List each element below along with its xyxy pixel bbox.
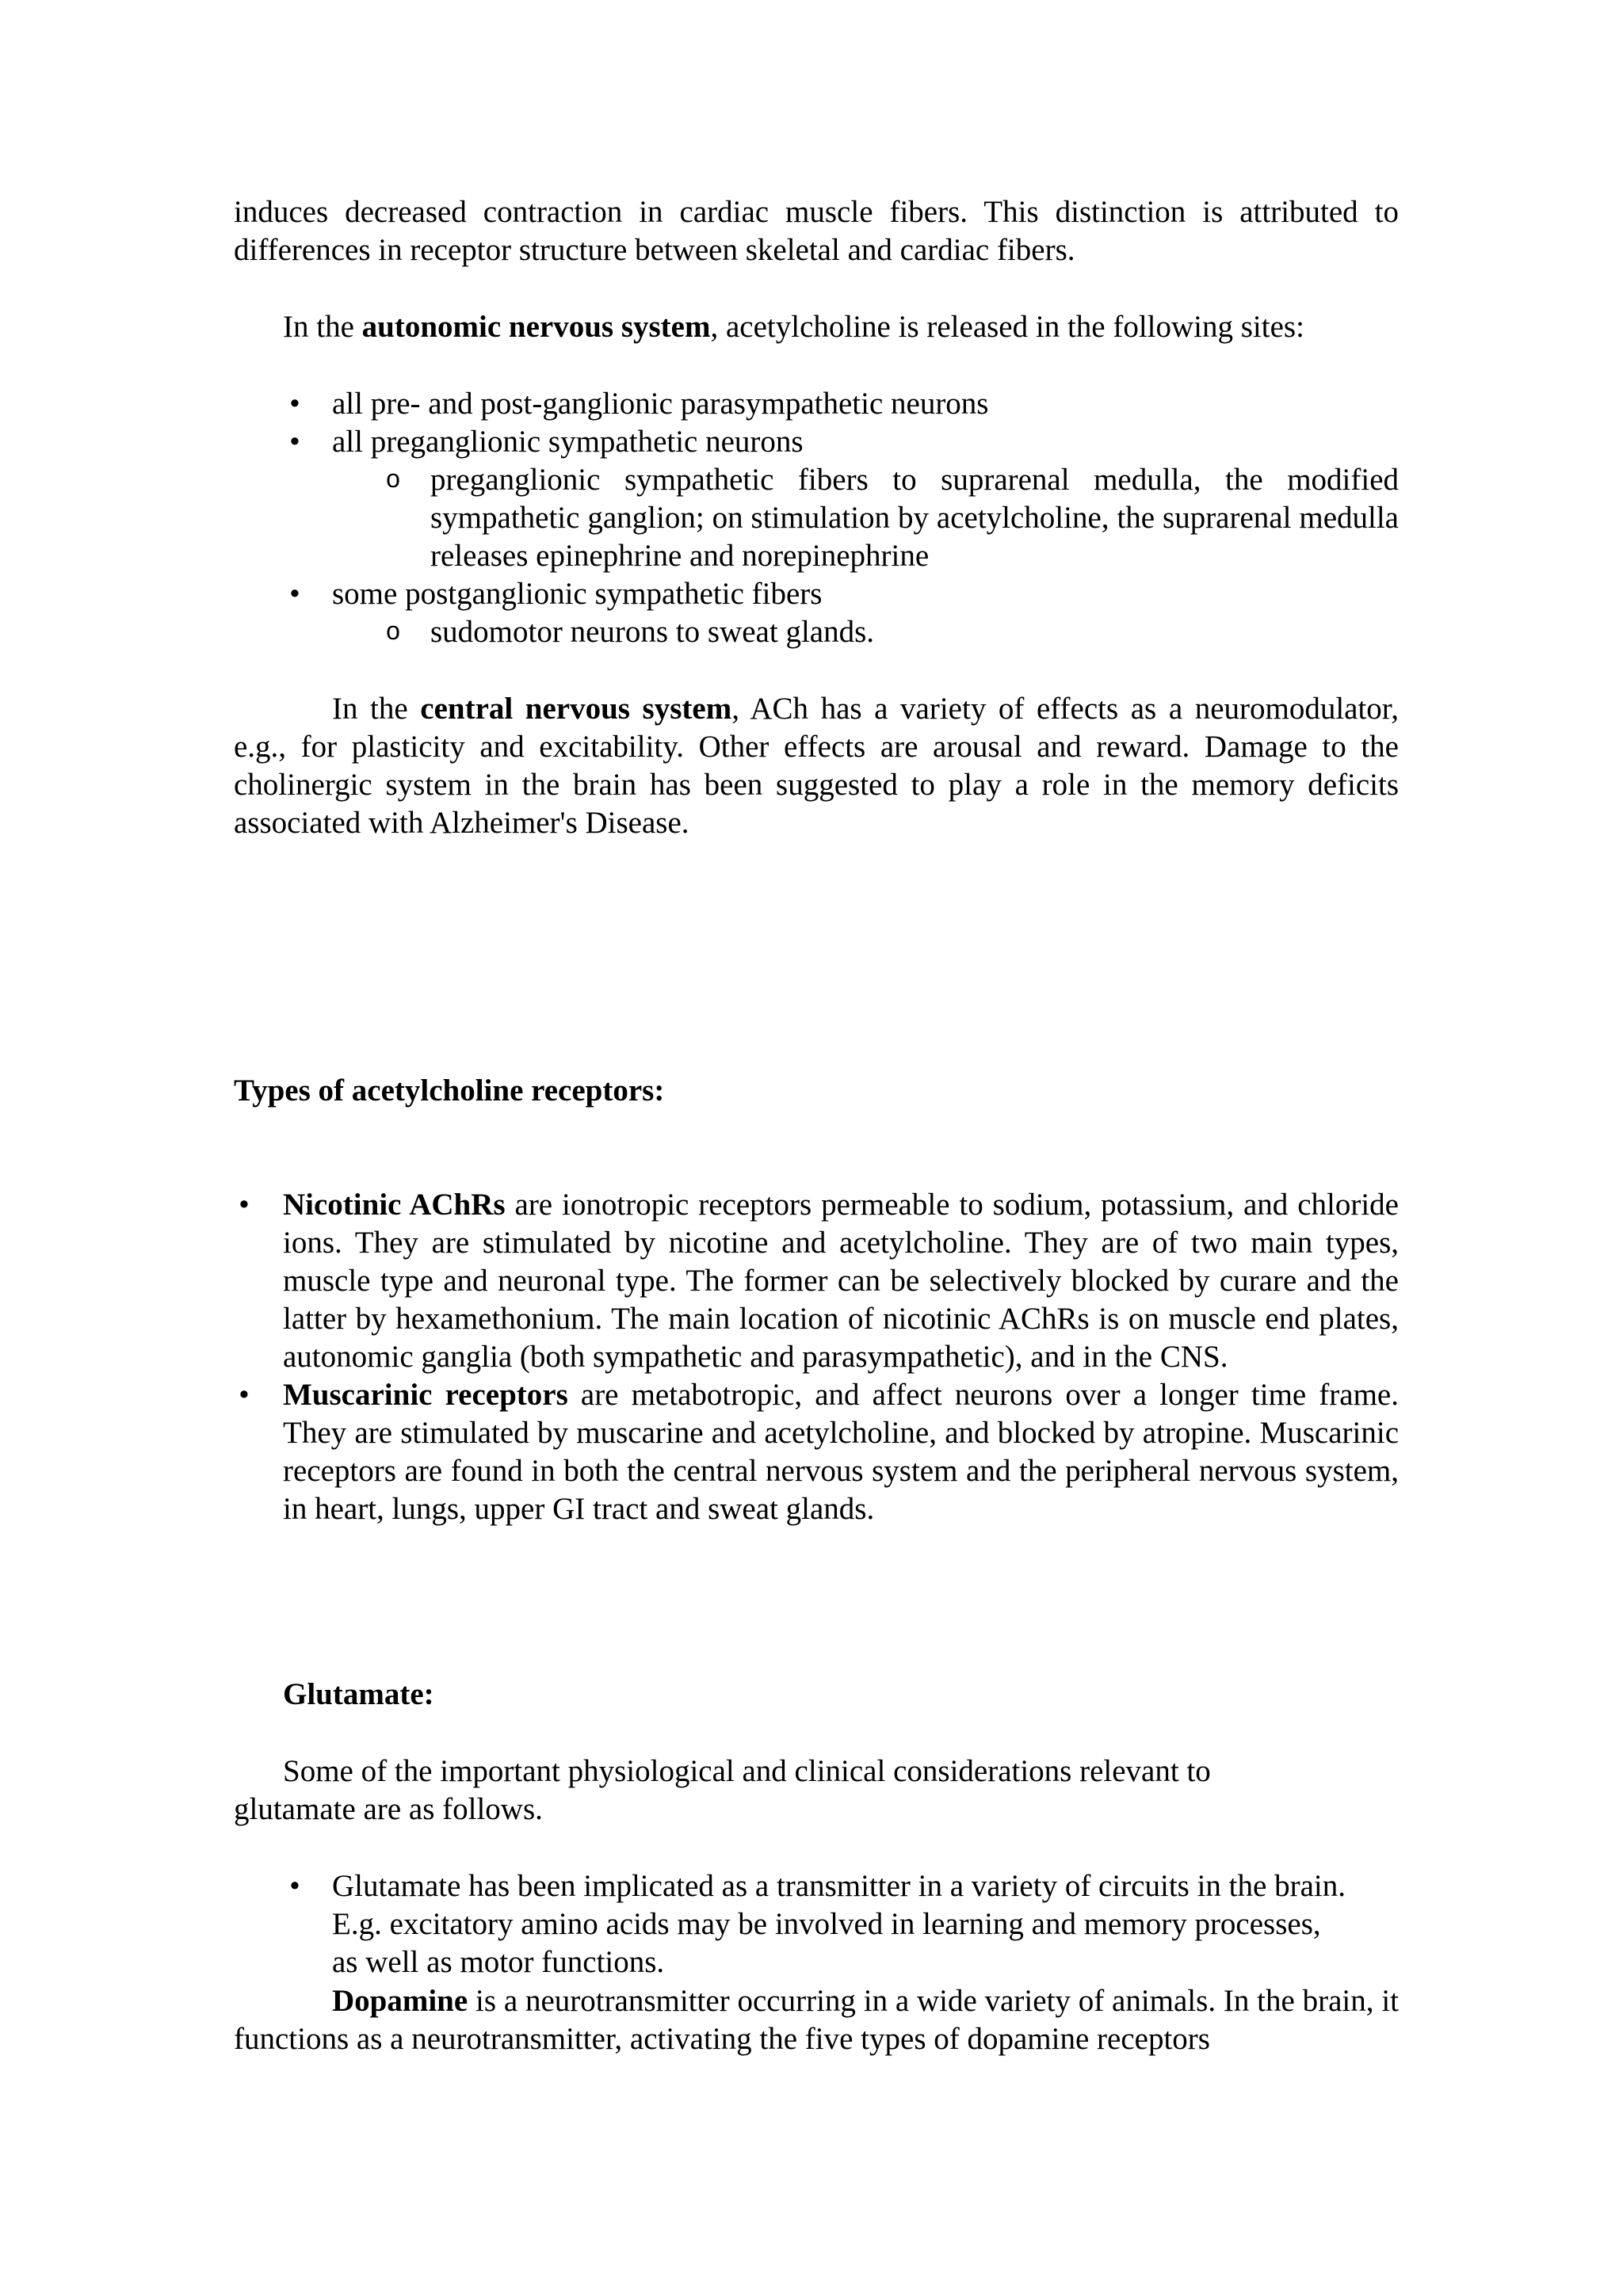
central-paragraph (234, 690, 1399, 842)
bullet-icon: • (289, 387, 300, 421)
intro-paragraph (234, 193, 1399, 269)
nicotinic-text: are ionotropic receptors permeable to sodium, potassium, and chloride ions. They are stimulated by nicotine and acetylcholine. They are of two main types, muscle type and neuronal type. The former can be selectively blocked by curare and the latter by hexamethonium. The main location of nicotinic AChRs is on muscle end plates, autonomic ganglia (both sympathetic and parasympathetic), and in the CNS. (283, 1188, 1399, 1374)
section-heading: Glutamate: (283, 1677, 434, 1711)
central-lead-pre: In the (332, 692, 421, 726)
list-item-text: all pre- and post-ganglionic parasympathetic neurons (332, 387, 989, 421)
muscarinic-label: Muscarinic receptors (283, 1378, 568, 1412)
circle-bullet-icon: o (386, 464, 400, 493)
central-lead-bold: central nervous system (420, 692, 732, 726)
list-item (289, 575, 1399, 613)
glutamate-list (289, 1867, 1346, 1981)
intro-text: induces decreased contraction in cardiac muscle fibers. This distinction is attributed to differences in receptor structure between skeletal and cardiac fibers. (234, 195, 1399, 267)
bullet-icon: • (289, 1869, 300, 1903)
autonomic-lead-bold: autonomic nervous system (361, 310, 711, 344)
list-item (289, 423, 1399, 461)
autonomic-lead-post: , acetylcholine is released in the following sites: (710, 310, 1304, 344)
central-text (234, 690, 1399, 842)
bullet-icon: • (239, 1188, 250, 1222)
glutamate-intro: Some of the important physiological and clinical considerations relevant to glutamate are as follows. (234, 1754, 1211, 1826)
list-item-text (283, 1186, 1399, 1376)
list-item (239, 1186, 1399, 1376)
muscarinic-text: are metabotropic, and affect neurons over a longer time frame. They are stimulated by muscarine and acetylcholine, and blocked by atropine. Muscarinic receptors are found in both the central nervous system and the peripheral nervous system, in heart, lungs, upper GI tract and sweat glands. (283, 1378, 1399, 1526)
list-item (239, 1376, 1399, 1528)
glutamate-heading-block (283, 1676, 1399, 1714)
autonomic-lead (283, 308, 1399, 346)
dopamine-text (234, 1982, 1399, 2058)
list-item (289, 385, 1399, 423)
autonomic-lead-pre: In the (283, 310, 362, 344)
sub-list-item (386, 613, 1399, 651)
dopamine-lead-post: is a neurotransmitter occurring in a wide variety of animals. In the brain, it functions as a neurotransmitter, activating the five types of dopamine receptors (234, 1984, 1399, 2056)
nicotinic-label: Nicotinic AChRs (283, 1188, 506, 1222)
list-item (289, 1867, 1346, 1981)
dopamine-paragraph (234, 1982, 1399, 2058)
bullet-icon: • (289, 425, 300, 459)
autonomic-lead-paragraph (283, 308, 1399, 346)
sub-list-item-text: sudomotor neurons to sweat glands. (430, 615, 875, 649)
section-heading: Types of acetylcholine receptors: (234, 1074, 665, 1108)
sub-list-item-text: preganglionic sympathetic fibers to suprarenal medulla, the modified sympathetic ganglion; on stimulation by acetylcholine, the suprarenal medulla releases epinephrine and norepinephrine (430, 463, 1399, 573)
list-item-text: Glutamate has been implicated as a transmitter in a variety of circuits in the brain. E.g. excitatory amino acids may be involved in learning and memory processes, as well as motor functions. (332, 1869, 1346, 1979)
autonomic-list (289, 385, 1399, 651)
central-lead-post: , ACh has a variety of effects as a neuromodulator, e.g., for plasticity and excitability. Other effects are arousal and reward. Damage to the cholinergic system in the brain has been suggested to play a role in the memory deficits associated with Alzheimer's Disease. (234, 692, 1399, 840)
list-item-text: some postganglionic sympathetic fibers (332, 577, 823, 611)
list-item-text: all preganglionic sympathetic neurons (332, 425, 804, 459)
dopamine-lead-bold: Dopamine (332, 1984, 468, 2018)
sub-list-item (386, 461, 1399, 575)
bullet-icon: • (289, 577, 300, 611)
circle-bullet-icon: o (386, 616, 400, 645)
list-item-text (283, 1376, 1399, 1528)
receptors-list (239, 1186, 1399, 1528)
glutamate-intro-block (234, 1753, 1312, 1829)
receptors-heading-block (234, 1072, 1399, 1110)
bullet-icon: • (239, 1378, 250, 1412)
